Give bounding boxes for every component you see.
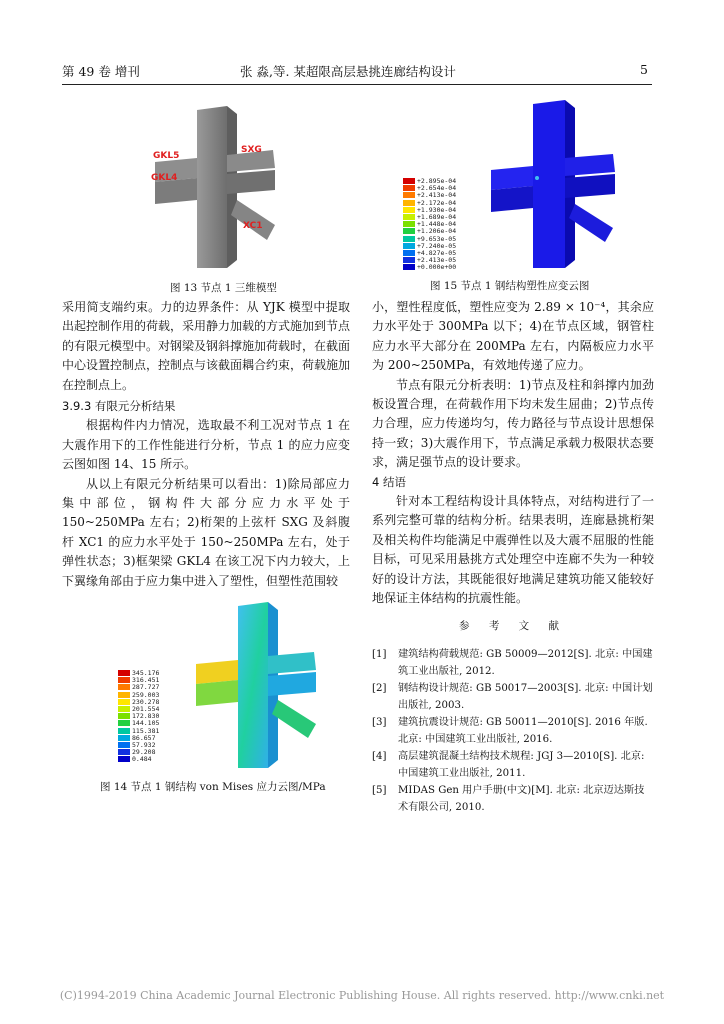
label-sxg: SXG	[241, 145, 262, 155]
right-column	[372, 298, 654, 816]
header-journal-issue: 第 49 卷 增刊	[62, 64, 140, 79]
legend-swatch	[403, 178, 415, 184]
legend-swatch	[403, 250, 415, 256]
section-heading-4: 4 结语	[372, 474, 406, 489]
copyright-footer: (C)1994-2019 China Academic Journal Electronic Publishing House. All rights reserved. http://www.cnki.net	[59, 989, 665, 1002]
section-heading-3-9-3: 3.9.3 有限元分析结果	[62, 399, 176, 414]
legend-swatch	[118, 749, 130, 755]
header-article-title: 张 淼,等. 某超限高层悬挑连廊结构设计	[240, 64, 456, 79]
legend-swatch	[403, 243, 415, 249]
references-heading: 参 考 文 献	[458, 619, 567, 632]
legend-swatch	[118, 720, 130, 726]
paragraph: 针对本工程结构设计具体特点，对结构进行了一系列完整可靠的结构分析。结果表明，连廊悬挑桁架及相关构件均能满足中震弹性以及大震不屈服的性能目标，可见采用悬挑方式处理空中连廊不失为一种较好的设计方法，其既能很好地满足建筑功能又能较好地保证主体结构的抗震性能。	[372, 494, 654, 606]
figure-13-model	[135, 100, 295, 270]
header-rule	[62, 84, 652, 85]
reference-item: [5] MIDAS Gen 用户手册(中文)[M]. 北京: 北京迈达斯技术有限公司, 2010.	[372, 784, 645, 813]
paragraph: 节点有限元分析表明：1)节点及柱和斜撑内加劲板设置合理，在荷载作用下均未发生屈曲；2)节点传力合理，应力传递均匀，传力路径与节点设计思想保持一致；3)大震作用下，节点满足承载力极限状态要求，满足强节点的设计要求。	[372, 377, 654, 470]
legend-swatch	[403, 221, 415, 227]
paragraph: 根据构件内力情况，选取最不利工况对节点 1 在大震作用下的工作性能进行分析，节点 1 的应力应变云图如图 14、15 所示。	[62, 418, 350, 472]
reference-item: [2] 钢结构设计规范: GB 50017—2003[S]. 北京: 中国计划出版社, 2003.	[372, 682, 653, 711]
legend-swatch	[118, 742, 130, 748]
legend-swatch	[118, 699, 130, 705]
label-xc1: XC1	[243, 221, 263, 231]
legend-swatch	[403, 207, 415, 213]
paragraph: 采用简支端约束。力的边界条件：从 YJK 模型中提取出起控制作用的荷载，采用静力加载的方式施加到节点的有限元模型中。对钢梁及钢斜撑施加荷载时，在截面中心设置控制点，控制点与该截面耦合约束，荷载施加在控制点上。	[62, 300, 351, 392]
figure-14-von-mises	[118, 600, 338, 770]
reference-item: [4] 高层建筑混凝土结构技术规程: JGJ 3—2010[S]. 北京: 中国建筑工业出版社, 2011.	[372, 750, 645, 779]
von-mises-legend: 345.176 316.451 287.727 259.003 230.278 201.554 172.830 144.105 115.381 86.657 57.932 29.208 0.484	[118, 670, 159, 764]
legend-swatch	[118, 728, 130, 734]
paragraph: 小，塑性程度低，塑性应变为 2.89 × 10⁻⁴，其余应力水平处于 300MPa 以下；4)在节点区域，钢管柱应力水平大部分在 200MPa 左右，内隔板应力水平为 200~250MPa，有效地传递了应力。	[372, 300, 654, 373]
legend-swatch	[118, 677, 130, 683]
header-page-number: 5	[640, 62, 648, 77]
node-3d-model-image	[135, 100, 295, 270]
legend-swatch	[403, 264, 415, 270]
legend-swatch	[118, 735, 130, 741]
legend-swatch	[403, 214, 415, 220]
label-gkl5: GKL5	[153, 151, 180, 161]
legend-swatch	[118, 756, 130, 762]
legend-swatch	[118, 684, 130, 690]
legend-swatch	[403, 228, 415, 234]
left-column	[62, 298, 350, 591]
legend-swatch	[403, 236, 415, 242]
reference-item: [3] 建筑抗震设计规范: GB 50011—2010[S]. 2016 年版.北京: 中国建筑工业出版社, 2016.	[372, 716, 648, 745]
legend-swatch	[118, 706, 130, 712]
legend-swatch	[118, 670, 130, 676]
figure-15-plastic-strain	[403, 100, 633, 270]
reference-list	[372, 646, 654, 816]
label-gkl4: GKL4	[151, 173, 178, 183]
legend-swatch	[403, 200, 415, 206]
reference-item: [1] 建筑结构荷载规范: GB 50009—2012[S]. 北京: 中国建筑工业出版社, 2012.	[372, 648, 653, 677]
plastic-strain-legend: +2.895e-04 +2.654e-04 +2.413e-04 +2.172e-04 +1.930e-04 +1.689e-04 +1.448e-04 +1.206e-04 +9.653e-05 +7.240e-05 +4.827e-05 +2.413e-05 +0.000e+00	[403, 178, 456, 272]
legend-swatch	[403, 185, 415, 191]
legend-swatch	[118, 713, 130, 719]
legend-swatch	[403, 192, 415, 198]
figure-13-caption: 图 13 节点 1 三维模型	[170, 282, 277, 294]
paragraph: 从以上有限元分析结果可以看出：1)除局部应力集中部位，钢构件大部分应力水平处于 150~250MPa 左右；2)桁架的上弦杆 SXG 及斜腹杆 XC1 的应力水平处于 150~250MPa 左右，处于弹性状态；3)框架梁 GKL4 在该工况下内力较大，上下翼缘角部由于应力集中进入了塑性，但塑性范围较	[62, 476, 350, 588]
figure-15-caption: 图 15 节点 1 钢结构塑性应变云图	[430, 280, 590, 292]
figure-14-caption: 图 14 节点 1 钢结构 von Mises 应力云图/MPa	[100, 781, 326, 793]
legend-swatch	[118, 692, 130, 698]
legend-swatch	[403, 257, 415, 263]
